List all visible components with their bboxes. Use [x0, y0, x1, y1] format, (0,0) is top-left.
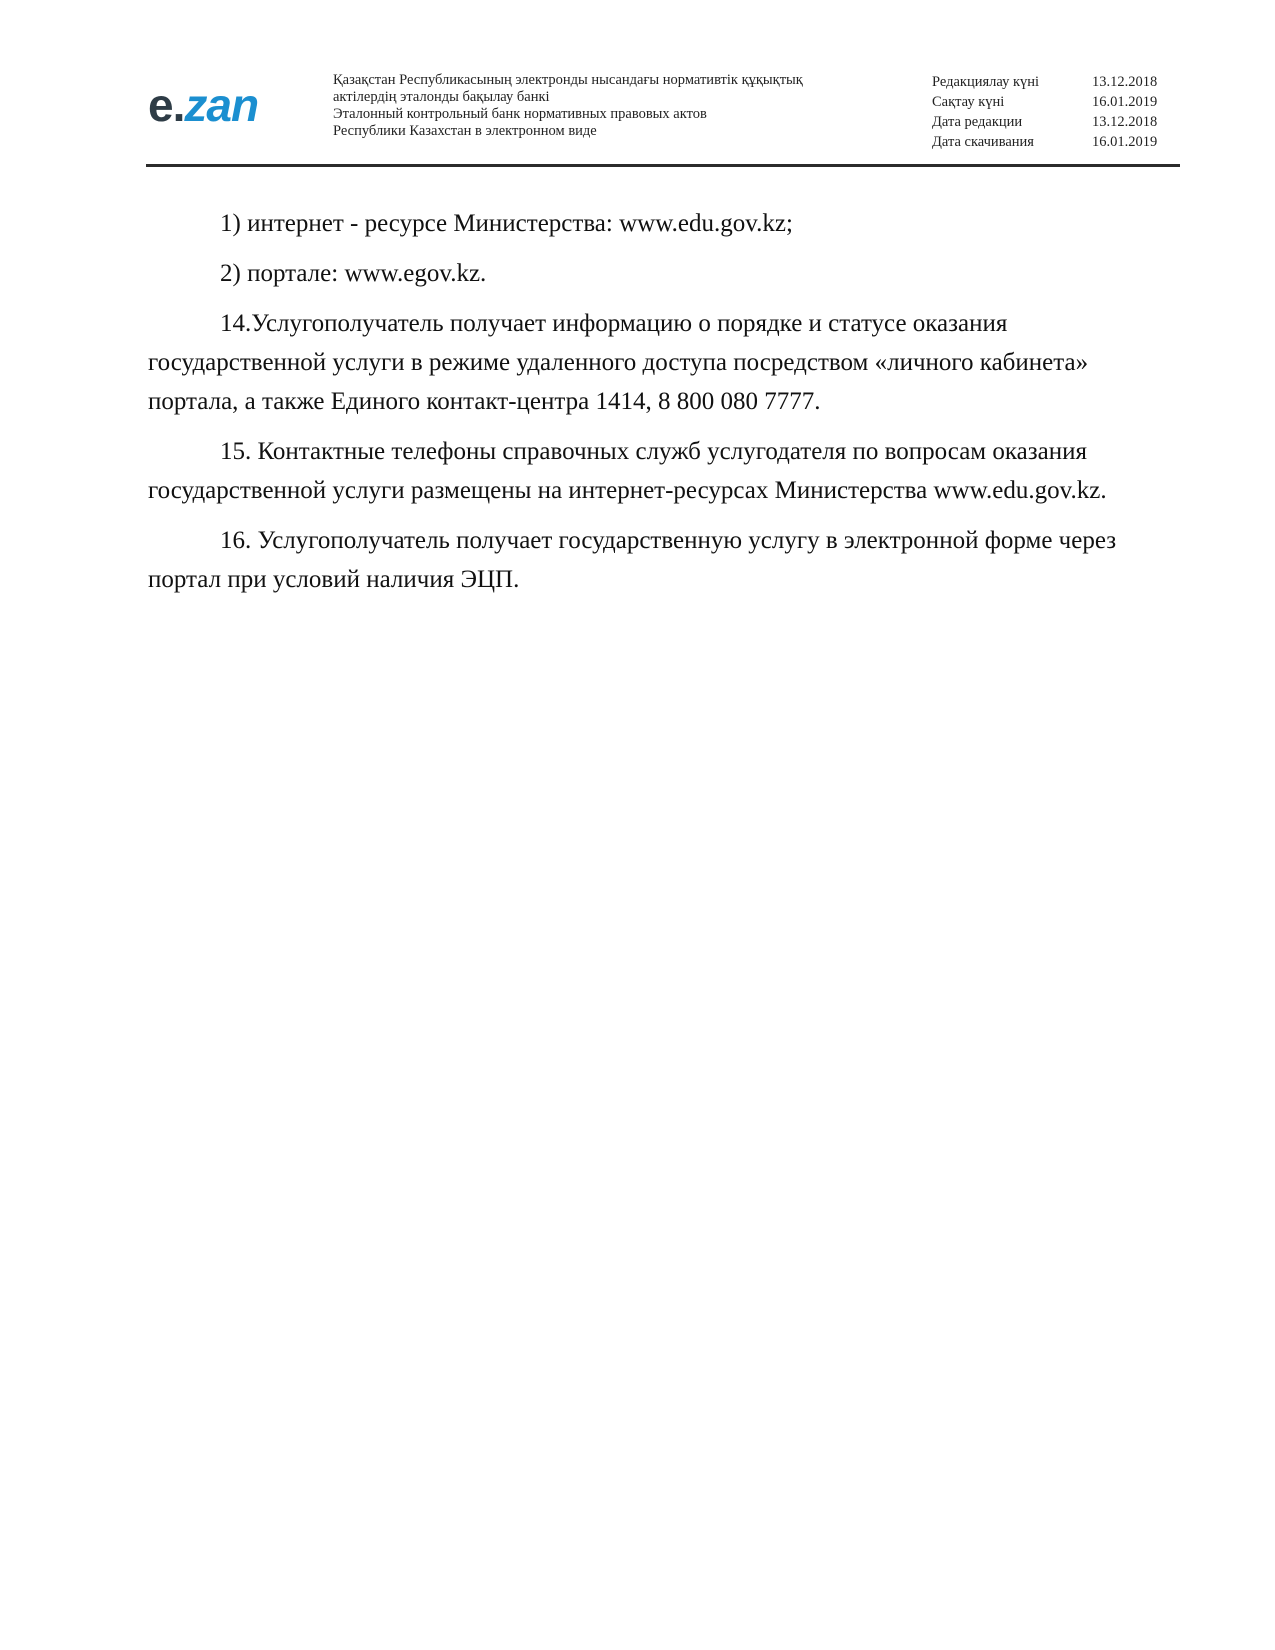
header-line-2: актілердің эталонды бақылау банкі — [333, 89, 550, 105]
meta-value: 13.12.2018 — [1092, 74, 1158, 90]
paragraph-14: 14.Услугополучатель получает информацию о порядке и статусе оказания государственной услуги в режиме удаленного доступа посредством «личного кабинета» портала, а также Единого контакт-центра 1414, 8 800 080 7777. — [148, 310, 1089, 415]
logo-zan: zan — [184, 79, 259, 131]
header-divider — [146, 164, 1180, 167]
paragraph-item-2: 2) портале: www.egov.kz. — [220, 260, 487, 287]
meta-value: 16.01.2019 — [1092, 94, 1158, 110]
meta-value: 16.01.2019 — [1092, 134, 1158, 150]
paragraph-15: 15. Контактные телефоны справочных служб услугодателя по вопросам оказания государственной услуги размещены на интернет-ресурсах Министерства www.edu.gov.kz. — [148, 438, 1107, 504]
paragraph-16: 16. Услугополучатель получает государственную услугу в электронной форме через портал при условий наличия ЭЦП. — [148, 527, 1117, 593]
ezan-logo — [148, 79, 259, 131]
meta-row-edit-date-ru — [932, 112, 1182, 132]
header-description — [333, 72, 893, 140]
page-header — [146, 66, 1180, 166]
logo-dot: . — [172, 79, 185, 131]
meta-label: Дата скачивания — [932, 134, 1034, 150]
logo-e: e — [148, 79, 173, 131]
header-line-4: Республики Казахстан в электронном виде — [333, 123, 597, 139]
meta-label: Редакциялау күні — [932, 74, 1040, 90]
meta-row-download-date-ru — [932, 132, 1182, 152]
document-body — [148, 204, 1180, 610]
meta-label: Дата редакции — [932, 114, 1023, 130]
header-line-3: Эталонный контрольный банк нормативных правовых актов — [333, 106, 707, 122]
meta-row-save-date-kz — [932, 92, 1182, 112]
paragraph-item-1: 1) интернет - ресурсе Министерства: www.edu.gov.kz; — [220, 210, 793, 237]
meta-row-edit-date-kz — [932, 72, 1182, 92]
meta-value: 13.12.2018 — [1092, 114, 1158, 130]
header-line-1: Қазақстан Республикасының электронды нысандағы нормативтік құқықтық — [333, 72, 803, 88]
meta-label: Сақтау күні — [932, 94, 1005, 110]
header-meta — [932, 72, 1182, 152]
